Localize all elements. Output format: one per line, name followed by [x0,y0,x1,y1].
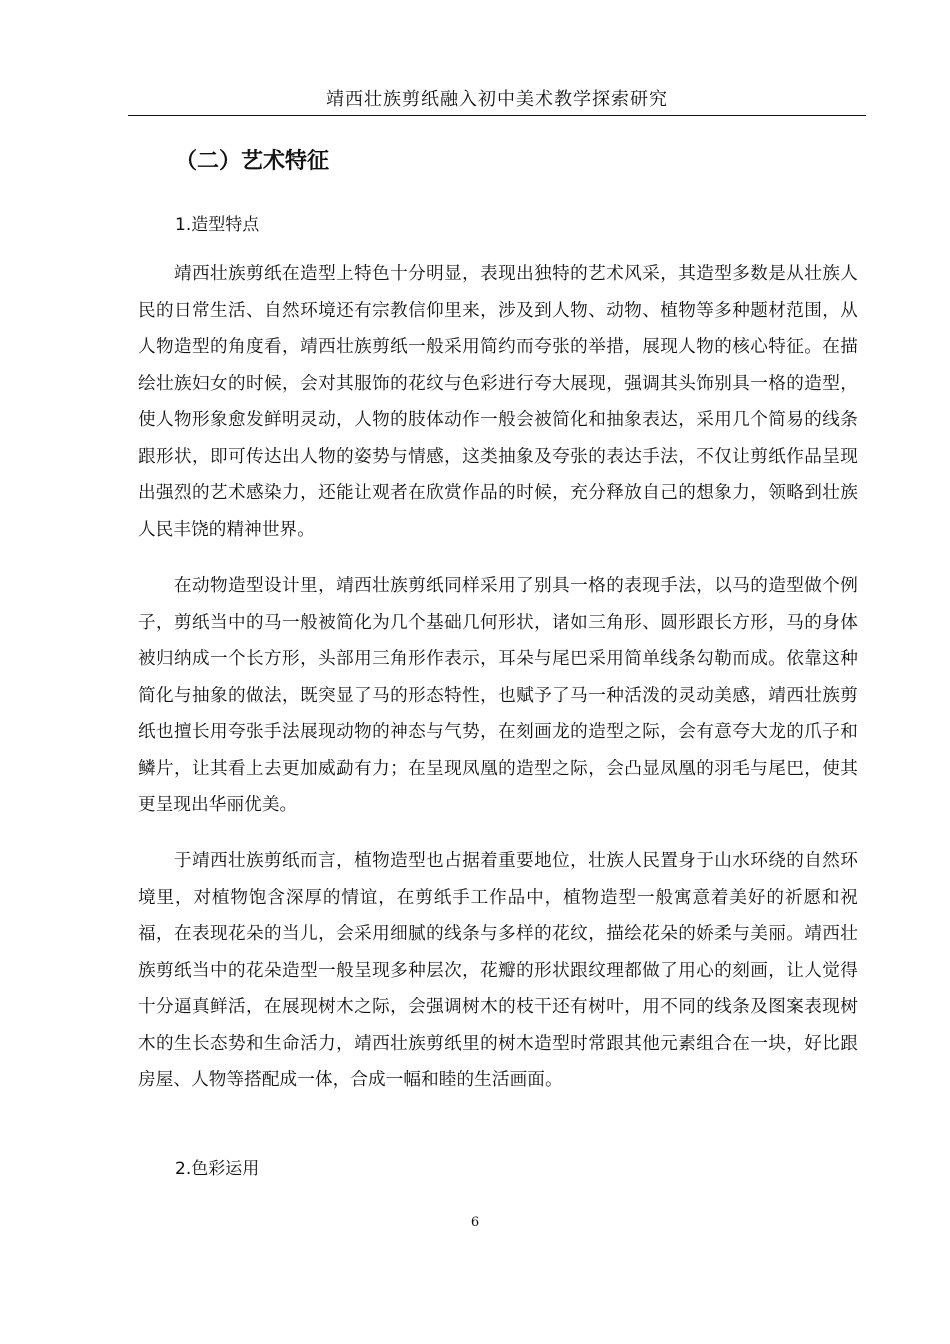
paragraph-figure-modeling: 靖西壮族剪纸在造型上特色十分明显，表现出独特的艺术风采，其造型多数是从壮族人民的日常生活、自然环境还有宗教信仰里来，涉及到人物、动物、植物等多种题材范围，从人物造型的角度看，靖西壮族剪纸一般采用简约而夸张的举措，展现人物的核心特征。在描绘壮族妇女的时候，会对其服饰的花纹与色彩进行夸大展现，强调其头饰别具一格的造型，使人物形象愈发鲜明灵动，人物的肢体动作一般会被简化和抽象表达，采用几个简易的线条跟形状，即可传达出人物的姿势与情感，这类抽象及夸张的表达手法，不仅让剪纸作品呈现出强烈的艺术感染力，还能让观者在欣赏作品的时候，充分释放自己的想象力，领略到壮族人民丰饶的精神世界。 [138,264,858,540]
running-header: 靖西壮族剪纸融入初中美术教学探索研究 [326,89,668,110]
header-rule [128,115,866,116]
section-heading: （二）艺术特征 [175,149,330,174]
subsection-heading-modeling: 1.造型特点 [175,215,260,235]
page-number: 6 [470,1215,480,1230]
subsection-heading-color: 2.色彩运用 [175,1159,260,1179]
paragraph-animal-modeling: 在动物造型设计里，靖西壮族剪纸同样采用了别具一格的表现手法，以马的造型做个例子，剪纸当中的马一般被简化为几个基础几何形状，诸如三角形、圆形跟长方形，马的身体被归纳成一个长方形，头部用三角形作表示，耳朵与尾巴采用简单线条勾勒而成。依靠这种简化与抽象的做法，既突显了马的形态特性，也赋予了马一种活泼的灵动美感，靖西壮族剪纸也擅长用夸张手法展现动物的神态与气势，在刻画龙的造型之际，会有意夸大龙的爪子和鳞片，让其看上去更加威勐有力；在呈现凤凰的造型之际，会凸显凤凰的羽毛与尾巴，使其更呈现出华丽优美。 [138,576,858,815]
paragraph-plant-modeling: 于靖西壮族剪纸而言，植物造型也占据着重要地位，壮族人民置身于山水环绕的自然环境里，对植物饱含深厚的情谊，在剪纸手工作品中，植物造型一般寓意着美好的祈愿和祝福，在表现花朵的当儿，会采用细腻的线条与多样的花纹，描绘花朵的娇柔与美丽。靖西壮族剪纸当中的花朵造型一般呈现多种层次，花瓣的形状跟纹理都做了用心的刻画，让人觉得十分逼真鲜活，在展现树木之际，会强调树木的枝干还有树叶，用不同的线条及图案表现树木的生长态势和生命活力，靖西壮族剪纸里的树木造型时常跟其他元素组合在一块，好比跟房屋、人物等搭配成一体，合成一幅和睦的生活画面。 [138,851,858,1090]
